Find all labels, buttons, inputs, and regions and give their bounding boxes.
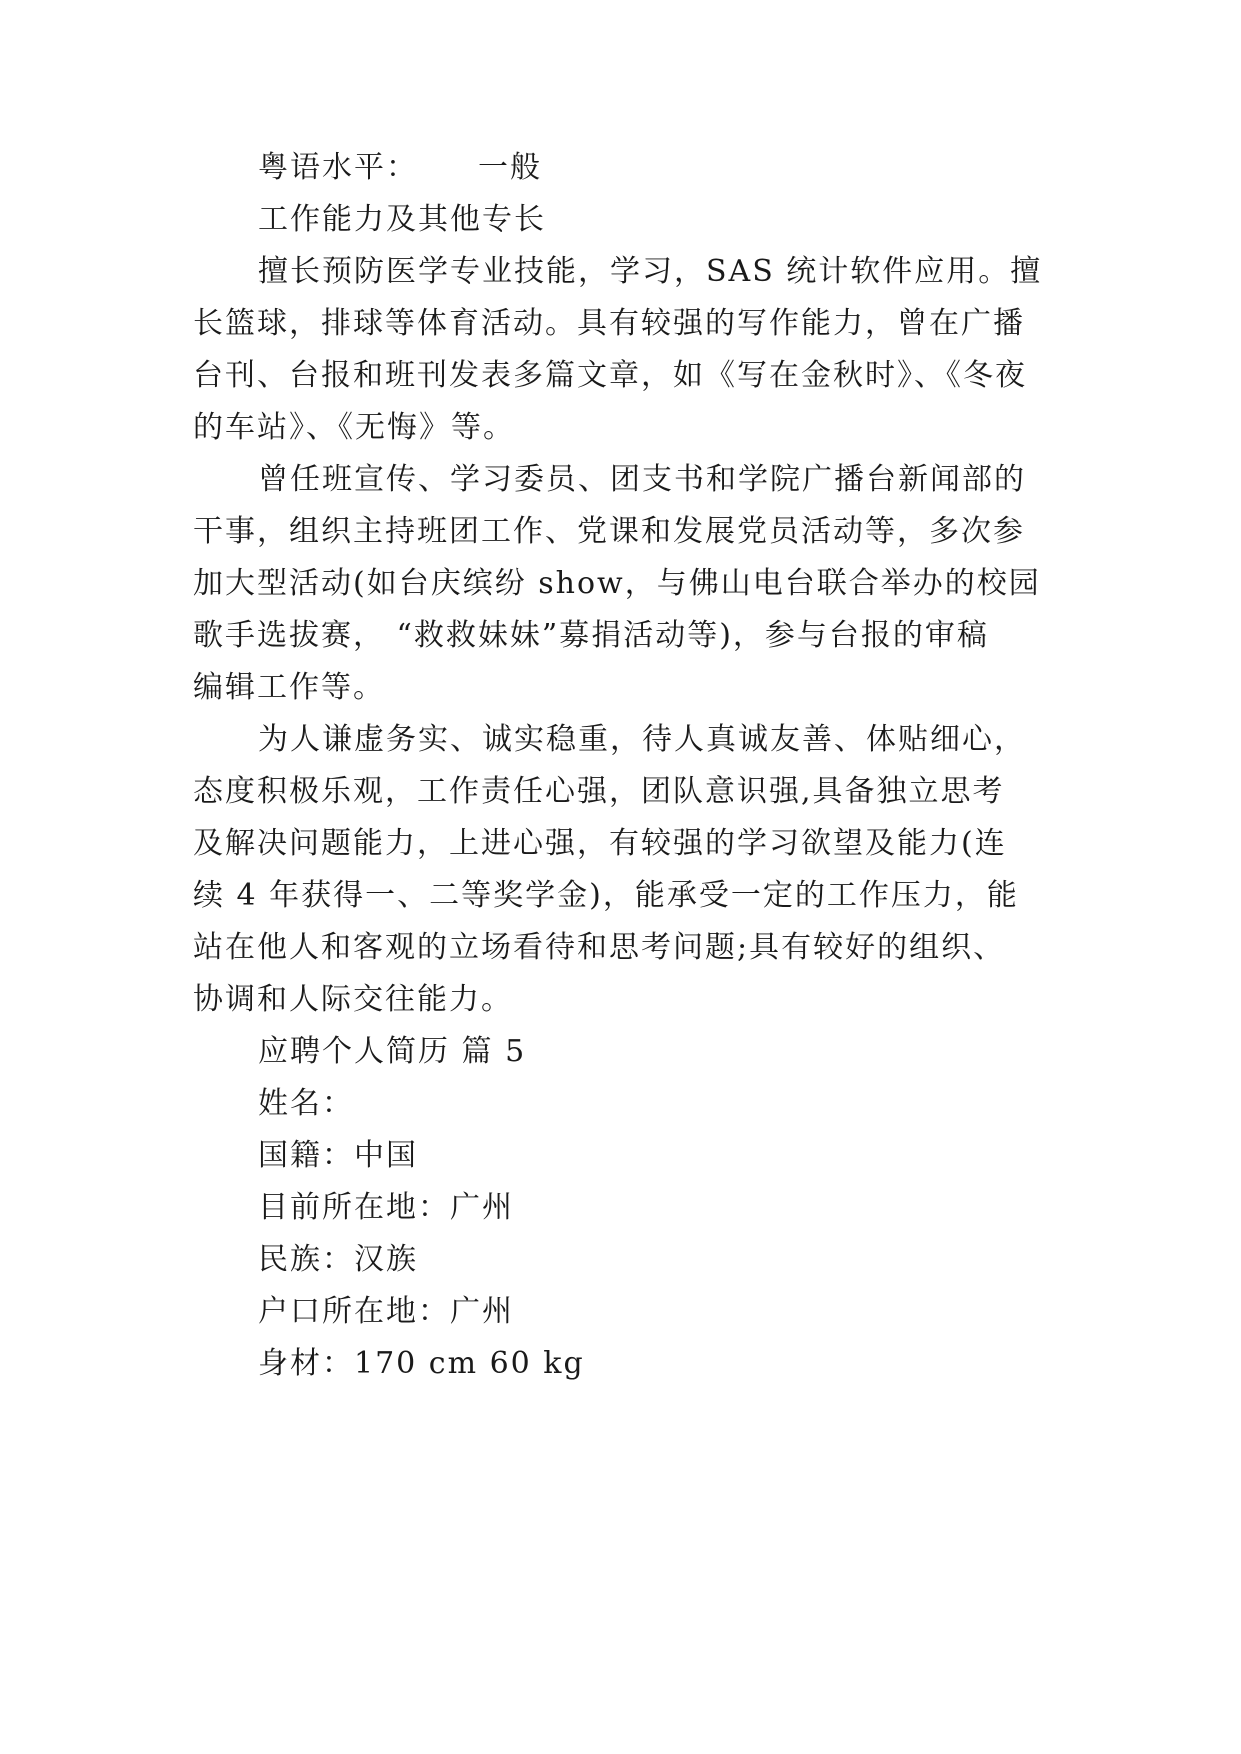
cantonese-level-line [258,148,542,188]
paragraph-line: 续 4 年获得一、二等奖学金)，能承受一定的工作压力，能 [193,878,1019,913]
nationality-field: 国籍：中国 [258,1138,418,1173]
name-field: 姓名： [258,1086,354,1121]
paragraph-line: 台刊、台报和班刊发表多篇文章，如《写在金秋时》、《冬夜 [193,358,1027,393]
paragraph-line: 为人谦虚务实、诚实稳重，待人真诚友善、体贴细心， [258,722,1026,757]
paragraph-line: 站在他人和客观的立场看待和思考问题;具有较好的组织、 [193,930,1006,965]
resume-title: 应聘个人简历 篇 5 [258,1034,527,1069]
paragraph-line: 加大型活动(如台庆缤纷 show，与佛山电台联合举办的校园 [193,566,1041,601]
figure-field: 身材：170 cm 60 kg [258,1346,585,1381]
paragraph-line: 及解决问题能力，上进心强，有较强的学习欲望及能力(连 [193,826,1007,861]
paragraph-line: 曾任班宣传、学习委员、团支书和学院广播台新闻部的 [258,462,1026,497]
location-field: 目前所在地：广州 [258,1190,514,1225]
paragraph-line: 歌手选拔赛， “救救妹妹”募捐活动等)，参与台报的审稿 [193,618,989,653]
paragraph-line: 编辑工作等。 [193,670,385,705]
cantonese-label: 粤语水平： [258,150,418,185]
paragraph-line: 的车站》、《无悔》等。 [193,410,515,445]
hukou-field: 户口所在地：广州 [258,1294,514,1329]
paragraph-line: 擅长预防医学专业技能，学习，SAS 统计软件应用。擅 [258,254,1043,289]
section-title: 工作能力及其他专长 [258,202,546,237]
paragraph-line: 协调和人际交往能力。 [193,982,513,1017]
paragraph-line: 长篮球，排球等体育活动。具有较强的写作能力，曾在广播 [193,306,1025,341]
paragraph-line: 干事，组织主持班团工作、党课和发展党员活动等，多次参 [193,514,1025,549]
paragraph-line: 态度积极乐观，工作责任心强，团队意识强,具备独立思考 [193,774,1005,809]
cantonese-value: 一般 [478,150,542,185]
ethnicity-field: 民族：汉族 [258,1242,418,1277]
